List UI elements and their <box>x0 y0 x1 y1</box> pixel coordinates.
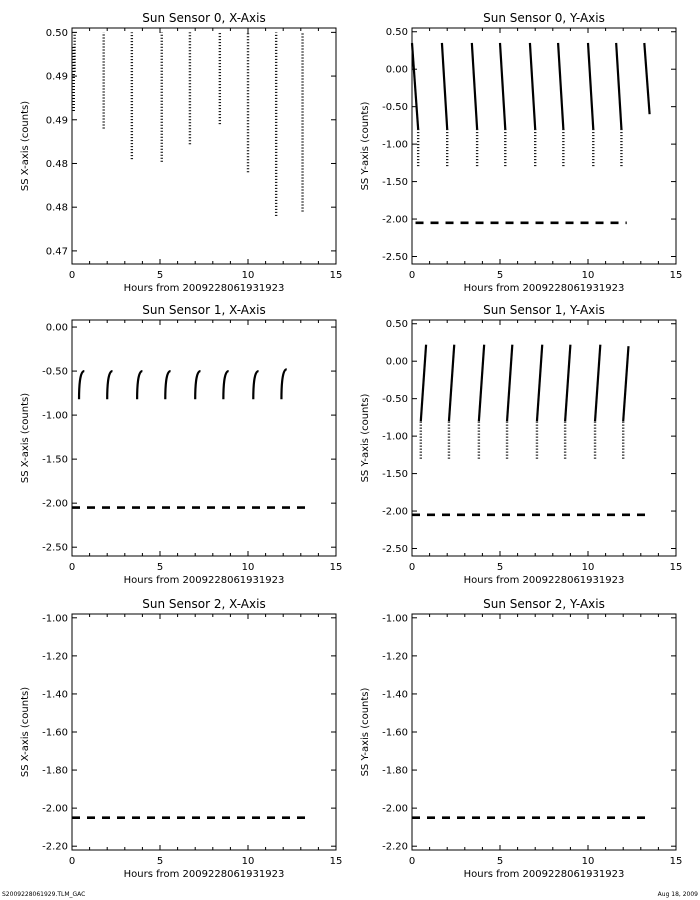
series-solid-mark <box>623 346 628 421</box>
y-axis-label: SS Y-axis (counts) <box>360 101 371 191</box>
y-tick-label: -1.50 <box>42 454 68 466</box>
x-tick-label: 10 <box>241 562 255 573</box>
series-solid-mark <box>442 43 447 129</box>
plot-frame <box>412 320 676 556</box>
chart-title: Sun Sensor 0, X-Axis <box>142 11 266 25</box>
y-tick-label: 0.49 <box>45 115 68 127</box>
y-tick-label: -1.00 <box>42 613 68 625</box>
x-axis-label: Hours from 2009228061931923 <box>123 869 285 880</box>
x-tick-label: 10 <box>581 270 595 281</box>
x-tick-label: 10 <box>581 562 595 573</box>
chart-title: Sun Sensor 1, Y-Axis <box>483 303 605 317</box>
y-tick-label: 0.50 <box>45 27 68 39</box>
y-tick-label: -1.50 <box>382 177 408 189</box>
series-solid-mark <box>644 43 649 114</box>
x-axis-label: Hours from 2009228061931923 <box>463 283 625 294</box>
y-tick-label: -2.50 <box>42 542 68 554</box>
series-arcs-mark <box>137 371 142 399</box>
series-solid-mark <box>537 345 542 421</box>
y-tick-label: -1.20 <box>42 651 68 663</box>
chart-title: Sun Sensor 2, Y-Axis <box>483 597 605 611</box>
x-tick-label: 5 <box>156 562 164 573</box>
y-tick-label: -1.00 <box>42 410 68 422</box>
chart-title: Sun Sensor 2, X-Axis <box>142 597 266 611</box>
x-axis-label: Hours from 2009228061931923 <box>463 869 625 880</box>
y-tick-label: -2.00 <box>382 506 408 518</box>
y-tick-label: -1.60 <box>42 727 68 739</box>
y-axis-label: SS Y-axis (counts) <box>360 687 371 777</box>
y-tick-label: -2.20 <box>382 841 408 853</box>
y-tick-label: -2.00 <box>382 803 408 815</box>
series-solid-mark <box>588 43 593 129</box>
series-arcs-mark <box>107 371 112 399</box>
series-solid-mark <box>507 345 512 421</box>
x-tick-label: 15 <box>669 562 683 573</box>
y-tick-label: 0.50 <box>385 319 408 331</box>
y-tick-label: -0.50 <box>382 394 408 406</box>
footer-date: Aug 18, 2009 <box>657 891 698 898</box>
series-arcs-mark <box>195 371 200 399</box>
x-tick-label: 0 <box>408 856 416 867</box>
y-tick-label: -1.20 <box>382 651 408 663</box>
chart-panel-3 <box>360 303 682 586</box>
plot-frame <box>412 614 676 850</box>
x-tick-label: 0 <box>408 270 416 281</box>
y-tick-label: 0.47 <box>45 246 68 258</box>
y-tick-label: -2.00 <box>42 803 68 815</box>
x-tick-label: 5 <box>496 270 504 281</box>
x-axis-label: Hours from 2009228061931923 <box>123 575 285 586</box>
series-solid-mark <box>449 345 454 421</box>
x-tick-label: 15 <box>669 856 683 867</box>
plot-frame <box>72 28 336 264</box>
y-tick-label: 0.00 <box>385 64 408 76</box>
series-arcs-mark <box>223 371 228 399</box>
y-axis-label: SS Y-axis (counts) <box>360 393 371 483</box>
y-tick-label: -1.40 <box>42 689 68 701</box>
chart-panel-1 <box>360 11 682 294</box>
x-tick-label: 0 <box>68 856 76 867</box>
series-solid-mark <box>412 43 418 129</box>
x-tick-label: 10 <box>241 270 255 281</box>
x-tick-label: 5 <box>496 562 504 573</box>
chart-panel-2 <box>20 303 342 586</box>
series-solid-mark <box>565 345 570 421</box>
x-tick-label: 5 <box>156 270 164 281</box>
series-solid-mark <box>530 43 535 129</box>
x-axis-label: Hours from 2009228061931923 <box>463 575 625 586</box>
x-tick-label: 10 <box>581 856 595 867</box>
series-arcs-mark <box>165 371 170 399</box>
y-tick-label: -1.00 <box>382 613 408 625</box>
y-tick-label: 0.48 <box>45 158 68 170</box>
x-tick-label: 15 <box>329 856 343 867</box>
x-tick-label: 5 <box>496 856 504 867</box>
y-tick-label: 0.48 <box>45 202 68 214</box>
y-tick-label: 0.50 <box>385 27 408 39</box>
y-tick-label: -1.50 <box>382 469 408 481</box>
series-solid-mark <box>421 345 426 421</box>
plot-frame <box>72 614 336 850</box>
x-tick-label: 15 <box>329 562 343 573</box>
plot-frame <box>412 28 676 264</box>
chart-panel-0 <box>20 11 342 294</box>
x-tick-label: 10 <box>241 856 255 867</box>
y-tick-label: 0.00 <box>45 322 68 334</box>
y-tick-label: -2.00 <box>382 214 408 226</box>
y-tick-label: -2.00 <box>42 498 68 510</box>
y-axis-label: SS X-axis (counts) <box>20 100 31 192</box>
y-tick-label: -1.80 <box>382 765 408 777</box>
y-tick-label: -1.80 <box>42 765 68 777</box>
y-tick-label: -1.40 <box>382 689 408 701</box>
chart-title: Sun Sensor 0, Y-Axis <box>483 11 605 25</box>
x-axis-label: Hours from 2009228061931923 <box>123 283 285 294</box>
x-tick-label: 5 <box>156 856 164 867</box>
y-tick-label: -2.50 <box>382 544 408 556</box>
series-solid-mark <box>500 43 505 129</box>
plot-frame <box>72 320 336 556</box>
y-tick-label: 0.00 <box>385 356 408 368</box>
series-solid-mark <box>472 43 477 129</box>
series-arcs-mark <box>253 371 258 399</box>
x-tick-label: 0 <box>68 562 76 573</box>
y-tick-label: 0.49 <box>45 71 68 83</box>
chart-title: Sun Sensor 1, X-Axis <box>142 303 266 317</box>
x-tick-label: 15 <box>329 270 343 281</box>
x-tick-label: 15 <box>669 270 683 281</box>
chart-panel-4 <box>20 597 342 880</box>
chart-panel-5 <box>360 597 682 880</box>
x-tick-label: 0 <box>68 270 76 281</box>
series-arcs-mark <box>281 369 286 399</box>
y-tick-label: -0.50 <box>382 102 408 114</box>
y-tick-label: -1.00 <box>382 139 408 151</box>
y-tick-label: -1.60 <box>382 727 408 739</box>
series-solid-mark <box>595 345 600 421</box>
y-axis-label: SS X-axis (counts) <box>20 392 31 484</box>
series-solid-mark <box>616 43 621 129</box>
y-axis-label: SS X-axis (counts) <box>20 686 31 778</box>
series-arcs-mark <box>79 371 84 399</box>
y-tick-label: -2.50 <box>382 252 408 264</box>
footer-filename: S2009228061929.TLM_GAC <box>2 891 86 898</box>
series-solid-mark <box>479 345 484 421</box>
y-tick-label: -1.00 <box>382 431 408 443</box>
series-solid-mark <box>558 43 563 129</box>
x-tick-label: 0 <box>408 562 416 573</box>
y-tick-label: -0.50 <box>42 366 68 378</box>
y-tick-label: -2.20 <box>42 841 68 853</box>
